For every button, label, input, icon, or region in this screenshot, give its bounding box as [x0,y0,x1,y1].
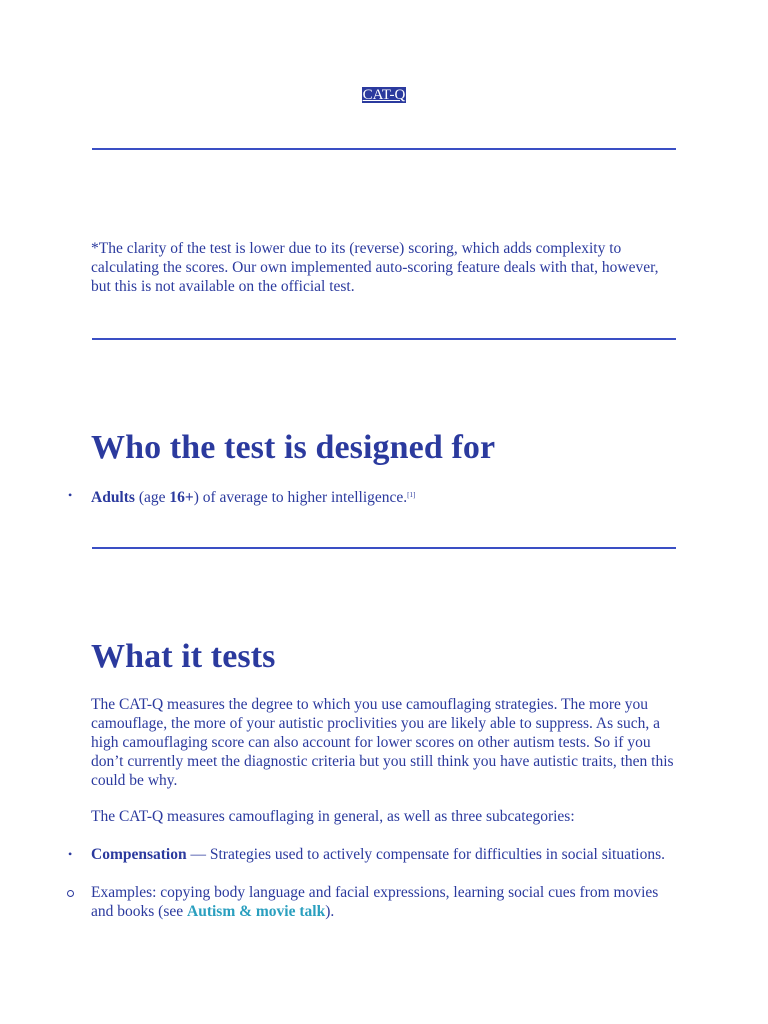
divider [92,338,676,340]
heading-what-it-tests: What it tests [91,638,276,675]
adults-term: Adults [91,489,135,506]
bullet-icon: • [68,488,73,502]
heading-designed-for: Who the test is designed for [91,429,496,466]
age-text: (age [134,489,170,506]
divider [92,148,676,150]
compensation-text: — Strategies used to actively compensate for difficulties in social situations. [186,846,665,863]
reference-link[interactable]: [1] [407,491,416,499]
cat-q-link[interactable]: CAT-Q [362,87,406,103]
examples-end: ). [325,903,335,920]
list-item-examples [91,883,681,921]
note-paragraph: *The clarity of the test is lower due to its (reverse) scoring, which adds complexity to calculating the scores. Our own implemented auto-scoring feature deals with that, however, but this is not available on the official test. [91,240,659,295]
subcategories-paragraph: The CAT-Q measures camouflaging in general, as well as three subcategories: [91,808,575,825]
age-value: 16+ [169,489,194,506]
examples-text: Examples: copying body language and facial expressions, learning social cues from movies and books (see [91,884,659,920]
compensation-term: Compensation [91,846,187,863]
autism-movie-talk-link[interactable]: Autism & movie talk [187,903,326,920]
list-item-adults [91,486,681,507]
header [0,86,768,104]
circle-bullet-icon [67,890,74,897]
list-item-compensation [91,845,681,864]
what-it-tests-paragraph: The CAT-Q measures the degree to which you use camouflaging strategies. The more you camouflage, the more of your autistic proclivities you are likely able to suppress. As such, a high camouflaging score can also account for lower scores on other autism tests. So if you don’t currently meet the diagnostic criteria but you still think you have autistic traits, then this could be why. [91,696,674,789]
intelligence-text: ) of average to higher intelligence. [193,489,408,506]
divider [92,547,676,549]
bullet-icon: • [68,847,73,861]
